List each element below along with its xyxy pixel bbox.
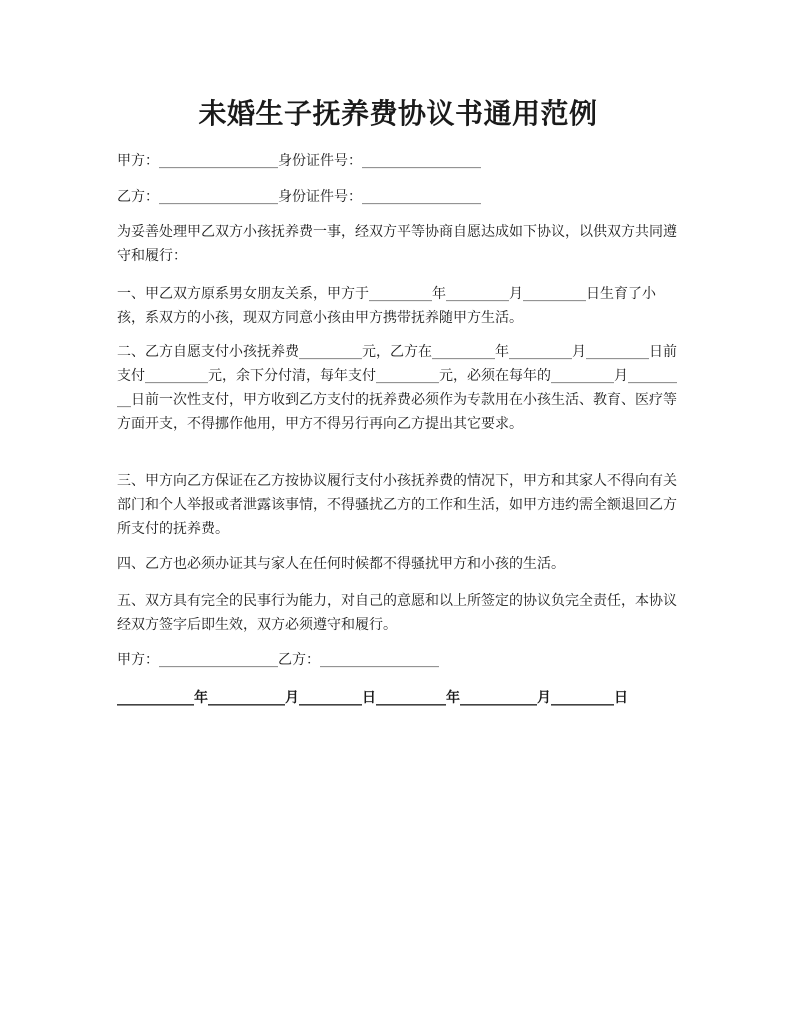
document-title: 未婚生子抚养费协议书通用范例: [198, 97, 598, 130]
intro-paragraph: 为妥善处理甲乙双方小孩抚养费一事，经双方平等协商自愿达成如下协议，以供双方共同遵守和履行：: [117, 224, 677, 264]
clause-5: 五、双方具有完全的民事行为能力，对自己的意愿和以上所签定的协议负完全责任，本协议经双方签字后即生效，双方必须遵守和履行。: [117, 593, 677, 633]
party-b-line: 乙方：_________________身份证件号：_________________: [117, 189, 481, 205]
signature-line: 甲方：_________________乙方：_________________: [117, 652, 439, 668]
clause-1: 一、甲乙双方原系男女朋友关系，甲方于_________年_________月_________日生育了小孩，系双方的小孩，现双方同意小孩由甲方携带抚养随甲方生活。: [117, 286, 656, 326]
date-line: ___________年___________月_________日__________年___________月_________日: [117, 690, 628, 706]
clause-2: 二、乙方自愿支付小孩抚养费_________元，乙方在_________年_________月_________日前支付_________元，余下分付清，每年支付_________元，必须在每年的_________月_________日前一次性支付，甲方收到乙方支付的抚养费必须作为专款用在小孩生活、教育、医疗等方面开支，不得挪作他用，甲方不得另行再向乙方提出其它要求。: [117, 344, 677, 432]
clause-3: 三、甲方向乙方保证在乙方按协议履行支付小孩抚养费的情况下，甲方和其家人不得向有关部门和个人举报或者泄露该事情，不得骚扰乙方的工作和生活，如甲方违约需全额退回乙方所支付的抚养费。: [117, 473, 677, 537]
clause-4: 四、乙方也必须办证其与家人在任何时候都不得骚扰甲方和小孩的生活。: [117, 556, 565, 572]
party-a-line: 甲方：_________________身份证件号：_________________: [117, 153, 481, 169]
